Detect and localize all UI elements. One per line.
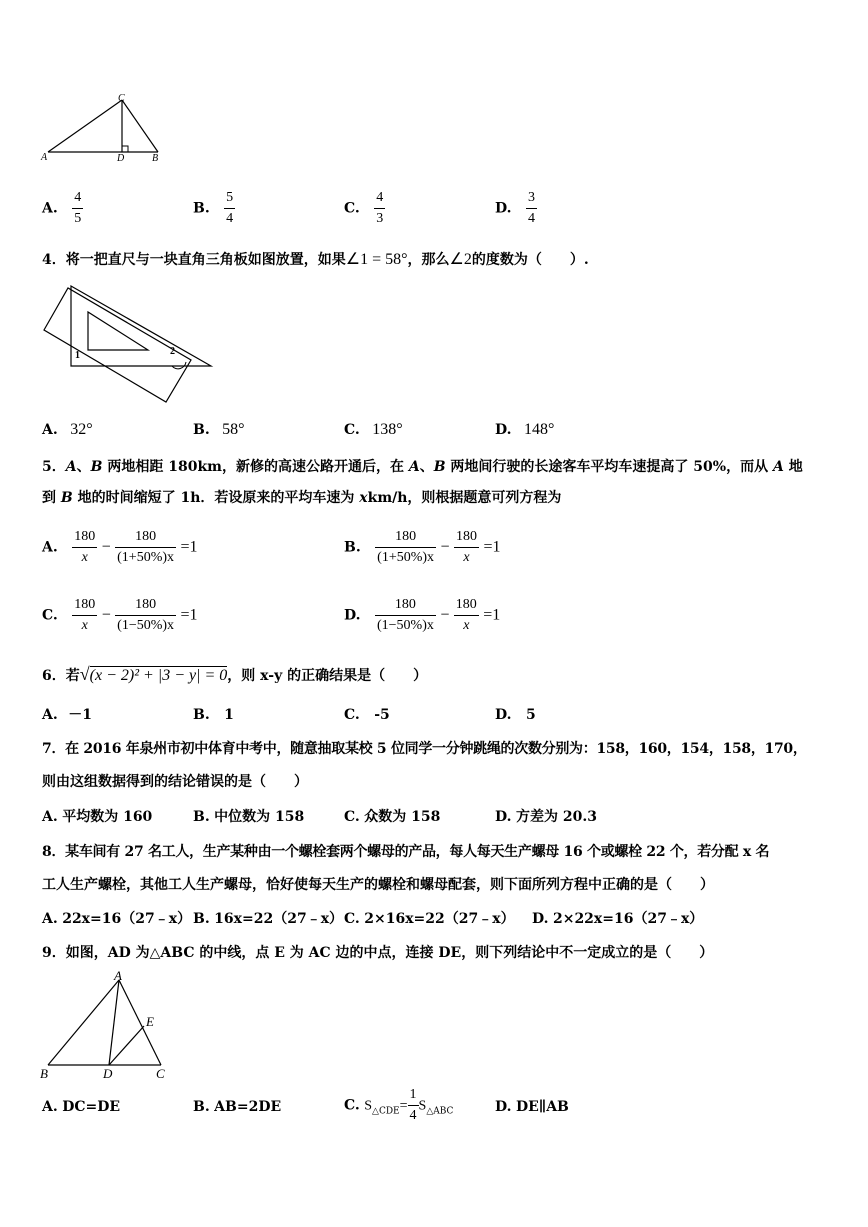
option-label: C. [344, 707, 360, 723]
stem-var: x [359, 490, 368, 506]
fraction [72, 188, 83, 229]
q7-stem-line1: 7．在 2016 年泉州市初中体育中考中，随意抽取某校 5 位同学一分钟跳绳的次数分别为：158，160，154，158，170， [42, 741, 807, 757]
stem-var: A [408, 459, 420, 475]
stem-text: 的度数为（ ）. [471, 252, 589, 268]
q4-option-d[interactable] [495, 420, 554, 440]
label-E: E [146, 1014, 154, 1029]
stem-text: 6．若 [42, 668, 80, 684]
rhs: =1 [483, 538, 501, 556]
option-label: B. [193, 422, 210, 438]
q3-option-c[interactable] [344, 188, 385, 229]
stem-text: 、 [419, 459, 434, 475]
option-text: 58° [222, 421, 245, 438]
option-text: 2×16x=22（27﹣x） [364, 911, 515, 927]
numerator: 3 [526, 188, 537, 209]
option-text: 32° [70, 421, 93, 438]
option-label: B. [193, 1099, 210, 1115]
label-A: A [41, 152, 48, 162]
q6-option-c[interactable] [344, 705, 390, 725]
option-label: B. [193, 809, 210, 825]
option-text: 众数为 158 [364, 809, 441, 825]
q9-option-d[interactable] [495, 1097, 569, 1117]
numerator: 4 [374, 188, 385, 209]
sqrt-sign: √ [79, 664, 90, 684]
fraction [374, 188, 385, 229]
option-label: A. [42, 422, 58, 438]
numerator: 180 [72, 527, 97, 548]
label-B: B [152, 153, 159, 162]
rhs: =1 [180, 538, 198, 556]
q4-option-c[interactable] [344, 420, 403, 440]
denominator: 3 [376, 211, 384, 226]
stem-var: B [60, 490, 73, 506]
q5-option-c[interactable] [42, 595, 198, 636]
label-A: A [114, 968, 122, 983]
option-label: B. [193, 911, 210, 927]
stem-text: ，那么 [407, 252, 450, 268]
rhs: =1 [180, 606, 198, 624]
numerator: 180 [72, 595, 97, 616]
label-C: C [118, 93, 125, 104]
q7-option-c[interactable] [344, 807, 440, 827]
stem-math: ∠2 [449, 251, 472, 268]
denominator: 4 [409, 1108, 417, 1123]
option-label: D. [495, 1099, 512, 1115]
fraction [526, 188, 537, 229]
option-text: 1 [224, 707, 234, 723]
stem-text: 地 [783, 459, 803, 475]
q7-option-d[interactable] [495, 807, 597, 827]
option-label: A. [42, 539, 58, 556]
label-D: D [103, 1066, 113, 1081]
option-label: A. [42, 200, 58, 217]
q7-stem-line2: 则由这组数据得到的结论错误的是（ ） [42, 774, 308, 790]
stem-var: B [433, 459, 446, 475]
stem-math: (x − 2)² + |3 − y| = 0 [89, 667, 228, 684]
option-text: 方差为 20.3 [515, 809, 597, 825]
option-text: 5 [525, 707, 536, 723]
option-text: 平均数为 160 [62, 809, 153, 825]
denominator: x [463, 618, 470, 633]
q8-option-b[interactable] [193, 909, 343, 929]
option-text: DE∥AB [515, 1099, 569, 1115]
q6-stem [42, 664, 427, 686]
option-label: D. [495, 422, 512, 438]
option-text: －1 [68, 707, 92, 723]
option-text: 中位数为 158 [214, 809, 305, 825]
q5-option-d[interactable] [344, 595, 500, 636]
q6-option-b[interactable] [193, 705, 234, 725]
denominator: 4 [527, 211, 535, 226]
stem-text: 4．将一把直尺与一块直角三角板如图放置，如果 [42, 252, 346, 268]
numerator: 180 [115, 527, 176, 548]
q8-option-d[interactable] [532, 909, 703, 929]
angle-1-label: 1 [75, 350, 80, 361]
option-text: DC=DE [62, 1099, 121, 1115]
denominator: (1+50%)x [117, 550, 175, 565]
stem-text: 到 [42, 490, 61, 506]
stem-text: 地的时间缩短了 1h．若设原来的平均车速为 [72, 490, 360, 506]
q9-option-c[interactable] [344, 1085, 453, 1126]
option-label: C. [344, 1097, 360, 1114]
fraction [72, 527, 97, 568]
operator: − [440, 606, 450, 624]
area-symbol: S [364, 1098, 373, 1114]
fraction [72, 595, 97, 636]
q9-option-b[interactable] [193, 1097, 281, 1117]
option-label: D. [495, 809, 512, 825]
equals: = [399, 1098, 408, 1114]
q9-option-a[interactable] [42, 1097, 120, 1117]
denominator: x [463, 550, 470, 565]
option-label: A. [42, 1099, 58, 1115]
stem-math: ∠1 = 58° [345, 251, 408, 268]
stem-text: 、 [76, 459, 91, 475]
fraction [375, 527, 436, 568]
option-label: D. [495, 707, 512, 723]
denominator: (1−50%)x [117, 618, 175, 633]
option-label: D. [344, 607, 361, 624]
numerator: 4 [72, 188, 83, 209]
numerator: 5 [224, 188, 235, 209]
label-C: C [156, 1066, 165, 1081]
fraction [115, 527, 176, 568]
angle-2-label: 2 [170, 346, 175, 357]
denominator: 5 [74, 211, 82, 226]
denominator: 4 [226, 211, 234, 226]
fraction [454, 595, 479, 636]
option-label: D. [532, 911, 549, 927]
area-subscript: △ABC [426, 1106, 454, 1117]
option-label: C. [344, 809, 360, 825]
numerator: 180 [375, 595, 436, 616]
figure-right-triangle [38, 92, 168, 162]
fraction [115, 595, 176, 636]
fraction [375, 595, 436, 636]
figure-ruler-set-square [38, 282, 218, 407]
option-label: A. [42, 809, 58, 825]
numerator: 1 [408, 1085, 419, 1106]
operator: − [101, 606, 111, 624]
stem-var: B [90, 459, 103, 475]
stem-var: A [65, 459, 77, 475]
q3-option-d[interactable] [495, 188, 537, 229]
stem-text: 两地相距 180km，新修的高速公路开通后，在 [102, 459, 409, 475]
q8-option-a[interactable] [42, 909, 191, 929]
option-label: C. [42, 607, 58, 624]
denominator: (1+50%)x [377, 550, 435, 565]
option-label: B. [193, 707, 210, 723]
fraction [454, 527, 479, 568]
q5-stem-line1 [42, 457, 803, 477]
stem-text: 两地间行驶的长途客车平均车速提高了 50%，而从 [445, 459, 773, 475]
rhs: =1 [483, 606, 501, 624]
q5-option-a[interactable] [42, 527, 198, 568]
q8-stem-line2: 工人生产螺栓，其他工人生产螺母，恰好使每天生产的螺栓和螺母配套，则下面所列方程中正确的是（ ） [42, 877, 714, 893]
numerator: 180 [454, 595, 479, 616]
label-B: B [40, 1066, 48, 1081]
q7-option-b[interactable] [193, 807, 304, 827]
label-D: D [117, 153, 125, 162]
operator: − [440, 538, 450, 556]
option-label: A. [42, 911, 58, 927]
denominator: x [81, 618, 88, 633]
q8-option-c[interactable] [344, 909, 515, 929]
option-text: 22x=16（27﹣x） [62, 911, 192, 927]
option-text: 16x=22（27﹣x） [214, 911, 344, 927]
q4-option-b[interactable] [193, 420, 245, 440]
stem-text: ，则 x-y 的正确结果是（ ） [227, 668, 428, 684]
option-text: -5 [374, 707, 390, 723]
denominator: (1−50%)x [376, 618, 434, 633]
q5-option-b[interactable] [344, 527, 500, 568]
stem-text: km/h，则根据题意可列方程为 [367, 490, 562, 506]
figure-triangle-abc [38, 968, 178, 1083]
numerator: 180 [454, 527, 479, 548]
stem-text: 5． [42, 459, 66, 475]
area-subscript: △CDE [372, 1106, 400, 1117]
option-text: 148° [523, 421, 555, 438]
numerator: 180 [375, 527, 436, 548]
option-label: B. [344, 539, 361, 556]
q3-option-a[interactable] [42, 188, 83, 229]
option-label: A. [42, 707, 58, 723]
q9-stem: 9．如图，AD 为△ABC 的中线，点 E 为 AC 边的中点，连接 DE，则下列结论中不一定成立的是（ ） [42, 945, 714, 961]
denominator: x [81, 550, 88, 565]
q6-option-d[interactable] [495, 705, 536, 725]
numerator: 180 [115, 595, 176, 616]
area-symbol: S [418, 1098, 427, 1114]
q4-stem [42, 250, 589, 270]
stem-var: A [772, 459, 784, 475]
q7-option-a[interactable] [42, 807, 152, 827]
option-label: C. [344, 200, 360, 217]
q8-stem-line1: 8．某车间有 27 名工人，生产某种由一个螺栓套两个螺母的产品，每人每天生产螺母 16 个或螺栓 22 个，若分配 x 名 [42, 844, 770, 860]
q4-option-a[interactable] [42, 420, 93, 440]
option-label: B. [193, 200, 210, 217]
option-text: 138° [372, 421, 403, 438]
option-label: C. [344, 911, 360, 927]
fraction [224, 188, 235, 229]
q3-option-b[interactable] [193, 188, 235, 229]
option-text: AB=2DE [214, 1099, 282, 1115]
q5-stem-line2 [42, 488, 561, 508]
fraction [408, 1085, 419, 1126]
q6-option-a[interactable] [42, 705, 92, 725]
operator: − [101, 538, 111, 556]
option-text: 2×22x=16（27﹣x） [552, 911, 704, 927]
option-label: D. [495, 200, 512, 217]
option-label: C. [344, 422, 360, 438]
